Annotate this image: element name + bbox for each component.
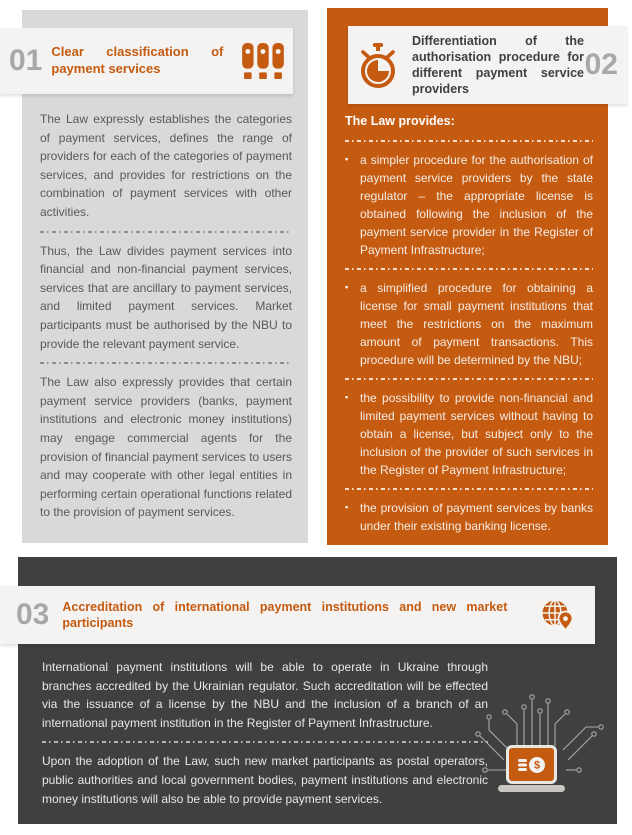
section-02-number: 02 — [584, 48, 618, 81]
section-01-header — [0, 28, 293, 94]
section-03-number: 03 — [16, 598, 50, 631]
paragraph: International payment institutions will be able to operate in Ukraine through branches accredited by the Ukrainian regulator. Such accreditation will be effected via the issuance of a license by the NBU and the inclusion of a branch of an international payment institution in the Register of Payment Infrastructure. — [42, 660, 488, 730]
divider — [40, 362, 292, 364]
laptop-base — [498, 785, 565, 792]
bullet-marker: ▪ — [345, 153, 349, 164]
law-provides-label: The Law provides: — [345, 114, 455, 128]
section-03-title: Accreditation of international payment institutions and new market participants — [62, 599, 508, 630]
section-01-number: 01 — [9, 44, 43, 77]
divider — [345, 378, 593, 380]
bullet-text: the possibility to provide non-financial and limited payment services without having to obtain a license, but subject only to the inclusion of the provider of such services in the Register of Payment Infrastructure; — [360, 390, 593, 477]
bullet-item — [345, 499, 593, 535]
bullet-text: a simplified procedure for obtaining a license for small payment institutions that meet the restrictions on the maximum amount of payment transactions. This procedure will be determined by the NBU; — [360, 280, 593, 367]
bullet-item — [345, 151, 593, 259]
divider — [345, 488, 593, 490]
section-03-body — [42, 658, 488, 808]
bullet-marker: ▪ — [345, 281, 349, 292]
paragraph: The Law expressly establishes the categories of payment services, defines the range of providers for each of the categories of payment services, and provides for restrictions on the combination of payment services with other activities. — [40, 112, 292, 219]
section-01-body — [40, 110, 292, 522]
paragraph: Upon the adoption of the Law, such new market participants as postal operators, public authorities and local government bodies, payment institutions and electronic money institutions will also be able to provide payment services. — [42, 754, 488, 806]
globe-pin-icon — [541, 598, 575, 632]
divider — [40, 231, 292, 233]
binders-icon — [242, 43, 284, 79]
svg-text:$: $ — [533, 759, 540, 772]
laptop-payments-graphic — [462, 688, 622, 800]
bullet-text: a simpler procedure for the authorisation of payment service providers by the state regulator – the appropriate license is obtained following the inclusion of the payment service provider in the Register of Payment Infrastructure; — [360, 152, 593, 257]
bullet-text: the provision of payment services by banks under their existing banking license. — [360, 500, 593, 533]
coins-dollar-icon — [517, 755, 547, 775]
laptop-screen — [506, 745, 557, 784]
section-01-title: Clear classification of payment services — [51, 44, 224, 76]
laptop-icon — [506, 745, 557, 792]
divider — [345, 268, 593, 270]
section-02-body — [345, 112, 593, 535]
section-03-header — [0, 586, 595, 644]
stopwatch-icon — [355, 40, 401, 90]
bullet-marker: ▪ — [345, 501, 349, 512]
bullet-item — [345, 389, 593, 479]
section-02-header — [348, 26, 627, 104]
section-02-title: Differentiation of the authorisation procedure for different payment service providers — [412, 33, 584, 97]
bullet-marker: ▪ — [345, 391, 349, 402]
bullet-item — [345, 279, 593, 369]
divider — [345, 140, 593, 142]
paragraph: The Law also expressly provides that certain payment service providers (banks, payment institutions and electronic money institutions) may engage commercial agents for the provision of financial payment services to users and may cooperate with other legal entities in performing certain operational functions related to the provision of payment services. — [40, 375, 292, 520]
divider — [42, 741, 488, 743]
paragraph: Thus, the Law divides payment services into financial and non-financial payment services, services that are ancillary to payment services, and limited payment services. Market participants must be authorised by the NBU to provide the relevant payment service. — [40, 243, 292, 351]
